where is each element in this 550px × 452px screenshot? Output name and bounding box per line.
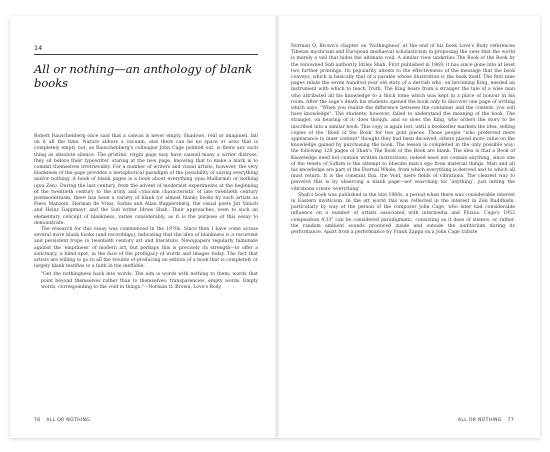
book-spread [10, 16, 540, 438]
left-body-text [34, 134, 258, 291]
right-paragraph-1: Norman O. Brown's chapter on 'Nothingness' at the end of his book Love's Body references Tibetan mysticism and European mediaeval scholasticism in proposing the view that the world is merely a veil that hides the ultimate void. A similar view underlies The Book of the Book by the renowned Sufi authority Idries Shah. First published in 1969, it has since gone into at least two further printings. Its popularity attests to the effectiveness of the message that the book conveys, which is basically that of a parable whose illustration is the book itself. The first nine pages relate the seven hundred year old story of a dervish who, on becoming King, needed an instrument with which to teach Truth. The King bears from a stranger the tale of a wise man who attributed all his knowledge to a thick tome which was kept in a place of honour in his room. After the sage's death his students opened the book only to discover one page of writing which says, "When you realise the difference between the container and the content, you will have knowledge". The students, however, failed to understand the meaning of the book. The stranger, on hearing of it, does though, and so does the King, who orders the story to be inscribed into a similar book. This copy is again lost, until a bookseller markets the idea, selling copies of the 'Book of the Book' for two gold pieces. Those people "who preferred mere appearance to inner content" thought they had been deceived; others placed more value on the knowledge gained by purchasing the book. The lesson is completed in the only possible way: the following 128 pages of Shah's The Book of the Book are blank. The idea is that a Book of Knowledge need not contain written instructions, indeed need not contain anything, since one of the tenets of Sufism is the attempt to liberate man's ego from material things. Man and all his knowledge are part of the Eternal Whole, from which everything is derived and to which all must return. It is the constant flux, the Void, mere fields of vibrations. The clearest way to perceive this is by observing a blank page—not searching for 'anything', just letting the vibrations create 'everything'. [291, 44, 515, 192]
left-paragraph-2: The research for this essay was commenced in the 1970s. Since then I have come across several more blank books (and recordings), indicating that the idea of blankness is a recurrent and persistent trope in twentieth century art and literature. Newspapers regularly fulminate against the 'emptiness' of modern art, but perhaps this is precisely its strength—to offer a sanctuary, a blind spot, in the face of the profligacy of words and images today. The fact that artists are willing to go to all the trouble of producing an edition of a book that is completely or largely blank testifies to a faith in the ineffable. [34, 227, 258, 270]
right-body-text [291, 44, 515, 236]
chapter-title: All or nothing—an anthology of blank books [34, 62, 253, 90]
right-paragraph-2: Shah's book was published in the late 1960s, a period when there was considerable interest in Eastern mysticism. In the art world this was reflected in the interest in Zen Buddhism, particularly by way of the person of the composer John Cage, who later had considerable influence on a number of artists associated with intermedia and Fluxus. Cage's 1952 composition 4'33" can be considered paradigmatic, consisting as it does of silence, or rather, the random ambient sounds produced inside and outside the auditorium during its performance. Apart from a performance by Frank Zappa on a John Cage tribute [291, 192, 515, 236]
right-page [275, 16, 540, 438]
chapter-rule [34, 54, 258, 55]
right-footer-page-number: 77 [507, 418, 514, 423]
chapter-number: 14 [34, 44, 43, 52]
left-paragraph-1: Robert Rauschenberg once said that a canvas is never empty. Shadows, real or imagined, fall on it all the time. Nature abhors a vacuum, and there can be no space or area that is completely empty not, as Rauschenberg's colleague John Cage pointed out, is there any such thing as absolute silence. The pristine, virgin page may have caused many a writer distress; they sit before their typewriter, staring at the new page, knowing that to make a mark is to commit themselves irretrievably. For a number of writers and visual artists, however, the very blankness of the page provides a metaphorical paradigm of the possibility of saying everything and/or nothing. A book of blank pages is a book about everything (qua Mallarmé) or nothing (qua Zen). During the last century, from the advent of modernist experiments at the beginning of the twentieth century to the irony and cynicism characteristic of late twentieth century postmodernism, there has been a variety of blank (or almost blank) books by such artists as Piero Manzoni, Herman de Vries, Sarkis and Allan Ruppersberg, the visual poets Jiri Valoch and Heinz Gappmayr, and the Sufi writer Idries Shah. Their approaches, even to such an elementary concept of blankness, varies considerably, as it is the purpose of this essay to demonstrate. [34, 134, 258, 226]
epigraph-quote: "Get the nothingness back into words. The aim is words with nothing to them: words that point beyond themselves rather than to themselves; transparencies, empty words. Empty words, corresponding to the void in things."—Norman O. Brown, Love's Body [41, 272, 258, 290]
left-page [10, 16, 275, 438]
left-footer-page-number: 76 [34, 418, 41, 423]
left-footer [34, 418, 90, 423]
right-footer [458, 418, 514, 423]
right-footer-running-head: ALL OR NOTHING [457, 418, 502, 423]
left-footer-running-head: ALL OR NOTHING [46, 418, 91, 423]
